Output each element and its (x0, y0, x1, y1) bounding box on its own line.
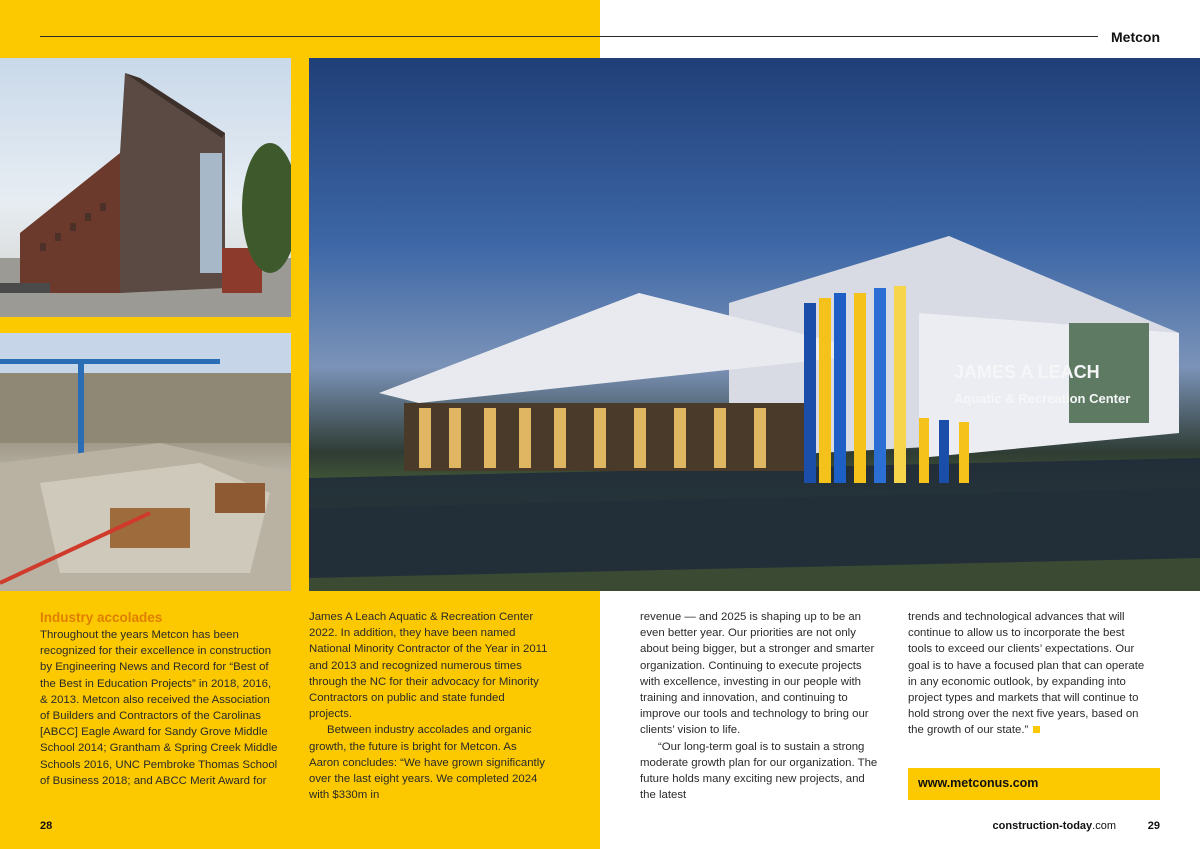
website-link[interactable]: www.metconus.com (918, 776, 1039, 790)
column-1-paragraph: Throughout the years Metcon has been recognized for their excellence in construction by Engineering News and Record for “Best of the Best in Education Projects” in 2018, 2016, & 2013. Metcon also received the Association of Builders and Contractors of the Carolinas [ABCC] Eagle Award for Sandy Grove Middle School 2014; Grantham & Spring Creek Middle Schools 2016, UNC Pembroke Thomas School of Business 2018; and ABCC Merit Award for (40, 629, 278, 787)
column-4-text: trends and technological advances that will continue to allow us to incorporate the best tools to exceed our clients’ expectations. Our goal is to have a focused plan that can operate in any economic outlook, by expanding into project types and markets that will continue to hold strong over the next five years, based on the growth of our state.” (908, 611, 1145, 737)
brand-name: Metcon (1111, 29, 1160, 45)
column-2-paragraph-1: James A Leach Aquatic & Recreation Center 2022. In addition, they have been named National Minority Contractor of the Year in 2011 and 2013 and recognized numerous times through the NC for their advocacy for Minority Contractors on public and state funded projects. (309, 611, 548, 721)
page-number-left: 28 (40, 820, 53, 832)
building-photo (0, 58, 291, 317)
footer-site (993, 820, 1116, 832)
sign-line-1: JAMES A LEACH (954, 362, 1100, 382)
aquatic-center-photo (309, 58, 1200, 591)
page-number-right: 29 (1147, 820, 1160, 832)
column-4-paragraph (908, 609, 1148, 739)
column-3-paragraph-1: revenue — and 2025 is shaping up to be an even better year. Our priorities are not only about being bigger, but a stronger and smarter organization. Continuing to execute projects with excellence, investing in our people with training and innovation, and continuing to improve our tools and technology to bring our clients’ vision to life. (640, 611, 875, 737)
footer-site-name: construction-today (992, 820, 1093, 832)
article-column-3 (640, 609, 880, 803)
article-column-1 (40, 609, 280, 789)
construction-photo (0, 333, 291, 591)
sign-line-2: Aquatic & Recreation Center (954, 391, 1131, 406)
section-heading: Industry accolades (40, 610, 163, 625)
footer-site-suffix: .com (1092, 820, 1116, 832)
website-box[interactable] (908, 768, 1160, 800)
article-column-4 (908, 609, 1148, 739)
header-rule (40, 36, 1098, 37)
end-mark-icon (1033, 726, 1040, 733)
article-column-2 (309, 609, 549, 803)
column-2-paragraph-2: Between industry accolades and organic growth, the future is bright for Metcon. As Aaron concludes: “We have grown significantly over the last eight years. We completed 2024 with $330m in (309, 724, 545, 802)
column-3-paragraph-2: “Our long-term goal is to sustain a strong moderate growth plan for our organization. The future holds many exciting new projects, and the latest (640, 740, 878, 802)
